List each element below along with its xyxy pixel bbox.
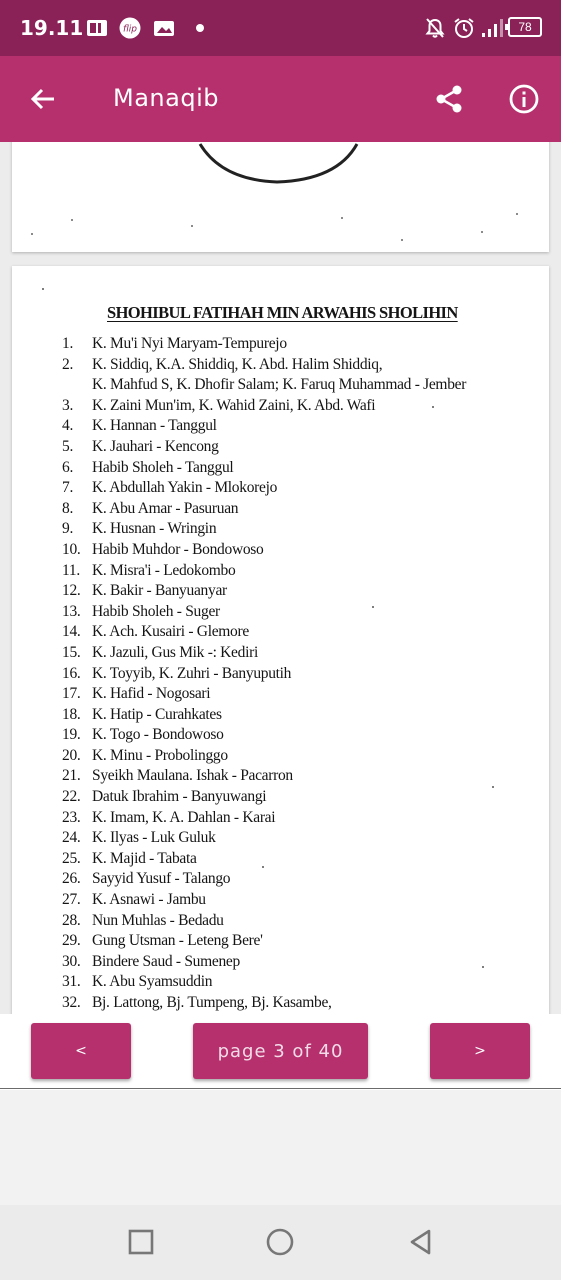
pager-bar [0,1014,561,1089]
list-item: 12. K. Bakir - Banyuanyar [62,582,227,600]
list-item: 6. Habib Sholeh - Tanggul [62,458,234,476]
list-item: 23. K. Imam, K. A. Dahlan - Karai [62,808,276,826]
list-item: 22. Datuk Ibrahim - Banyuwangi [62,788,267,806]
list-item: 31. K. Abu Syamsuddin [62,973,213,991]
p-notification-icon [86,17,108,39]
status-bar [0,0,561,56]
list-item: 14. K. Ach. Kusairi - Glemore [62,623,249,641]
page-indicator[interactable]: page 3 of 40 [193,1023,368,1079]
list-item: 2. K. Siddiq, K.A. Shiddiq, K. Abd. Halim Shiddiq, [62,355,383,373]
list-item: 18. K. Hatip - Curahkates [62,705,222,723]
recents-square-icon[interactable] [126,1227,156,1257]
scan-speck [492,786,494,788]
scan-speck [42,288,44,290]
app-bar [0,56,561,142]
back-triangle-icon[interactable] [406,1227,436,1257]
list-item: 15. K. Jazuli, Gus Mik -: Kediri [62,643,258,661]
svg-text:flip: flip [122,24,138,35]
list-item: 4. K. Hannan - Tanggul [62,417,217,435]
scan-speck [262,866,264,868]
list-item: 3. K. Zaini Mun'im, K. Wahid Zaini, K. Abd. Wafi [62,396,376,414]
document-viewer[interactable] [0,142,561,1014]
page-title: Manaqib [113,84,219,112]
previous-page-button[interactable]: < [31,1023,131,1079]
battery-icon: 78 [508,17,542,37]
list-item: 1. K. Mu'i Nyi Maryam-Tempurejo [62,335,287,352]
seal-drawing [12,142,549,252]
current-page [12,266,549,1014]
list-item: 7. K. Abdullah Yakin - Mlokorejo [62,479,278,497]
list-item: K. Mahfud S, K. Dhofir Salam; K. Faruq Muhammad - Jember [92,376,467,394]
photo-notification-icon [152,17,176,39]
list-item: 5. K. Jauhari - Kencong [62,437,219,455]
list-item: 25. K. Majid - Tabata [62,849,197,867]
alarm-icon [452,17,476,39]
list-item: 24. K. Ilyas - Luk Guluk [62,829,216,847]
list-item: 16. K. Toyyib, K. Zuhri - Banyuputih [62,664,292,682]
list-item: 8. K. Abu Amar - Pasuruan [62,499,239,517]
dot-icon [196,24,204,32]
list-item: 28. Nun Muhlas - Bedadu [62,911,224,929]
list-item: 11. K. Misra'i - Ledokombo [62,561,236,579]
scan-speck [432,406,434,408]
name-list [62,334,542,1014]
list-item: 19. K. Togo - Bondowoso [62,726,224,744]
list-item: 26. Sayyid Yusuf - Talango [62,870,231,888]
list-item: 32. Bj. Lattong, Bj. Tumpeng, Bj. Kasambe, [62,994,332,1011]
status-time: 19.11 [20,16,84,40]
list-item: 21. Syeikh Maulana. Ishak - Pacarron [62,767,293,785]
arrow-back-icon[interactable] [28,84,58,114]
next-page-button[interactable]: > [430,1023,530,1079]
scan-speck [372,606,374,608]
home-circle-icon[interactable] [265,1227,295,1257]
list-item: 10. Habib Muhdor - Bondowoso [62,540,264,558]
mute-bell-icon [424,17,446,39]
share-icon[interactable] [434,84,464,114]
empty-area [0,1090,561,1205]
document-heading: SHOHIBUL FATIHAH MIN ARWAHIS SHOLIHIN [107,303,458,322]
list-item: 17. K. Hafid - Nogosari [62,685,211,703]
info-icon[interactable] [508,83,540,115]
system-nav-bar [0,1205,561,1280]
flip-app-icon [118,17,142,39]
list-item: 13. Habib Sholeh - Suger [62,602,220,620]
signal-icon [480,17,504,39]
list-item: 27. K. Asnawi - Jambu [62,891,206,909]
scan-speck [482,966,484,968]
previous-page-fragment [12,142,549,252]
list-item: 29. Gung Utsman - Leteng Bere' [62,932,263,950]
list-item: 20. K. Minu - Probolinggo [62,746,228,764]
list-item: 30. Bindere Saud - Sumenep [62,952,240,970]
list-item: 9. K. Husnan - Wringin [62,520,217,538]
